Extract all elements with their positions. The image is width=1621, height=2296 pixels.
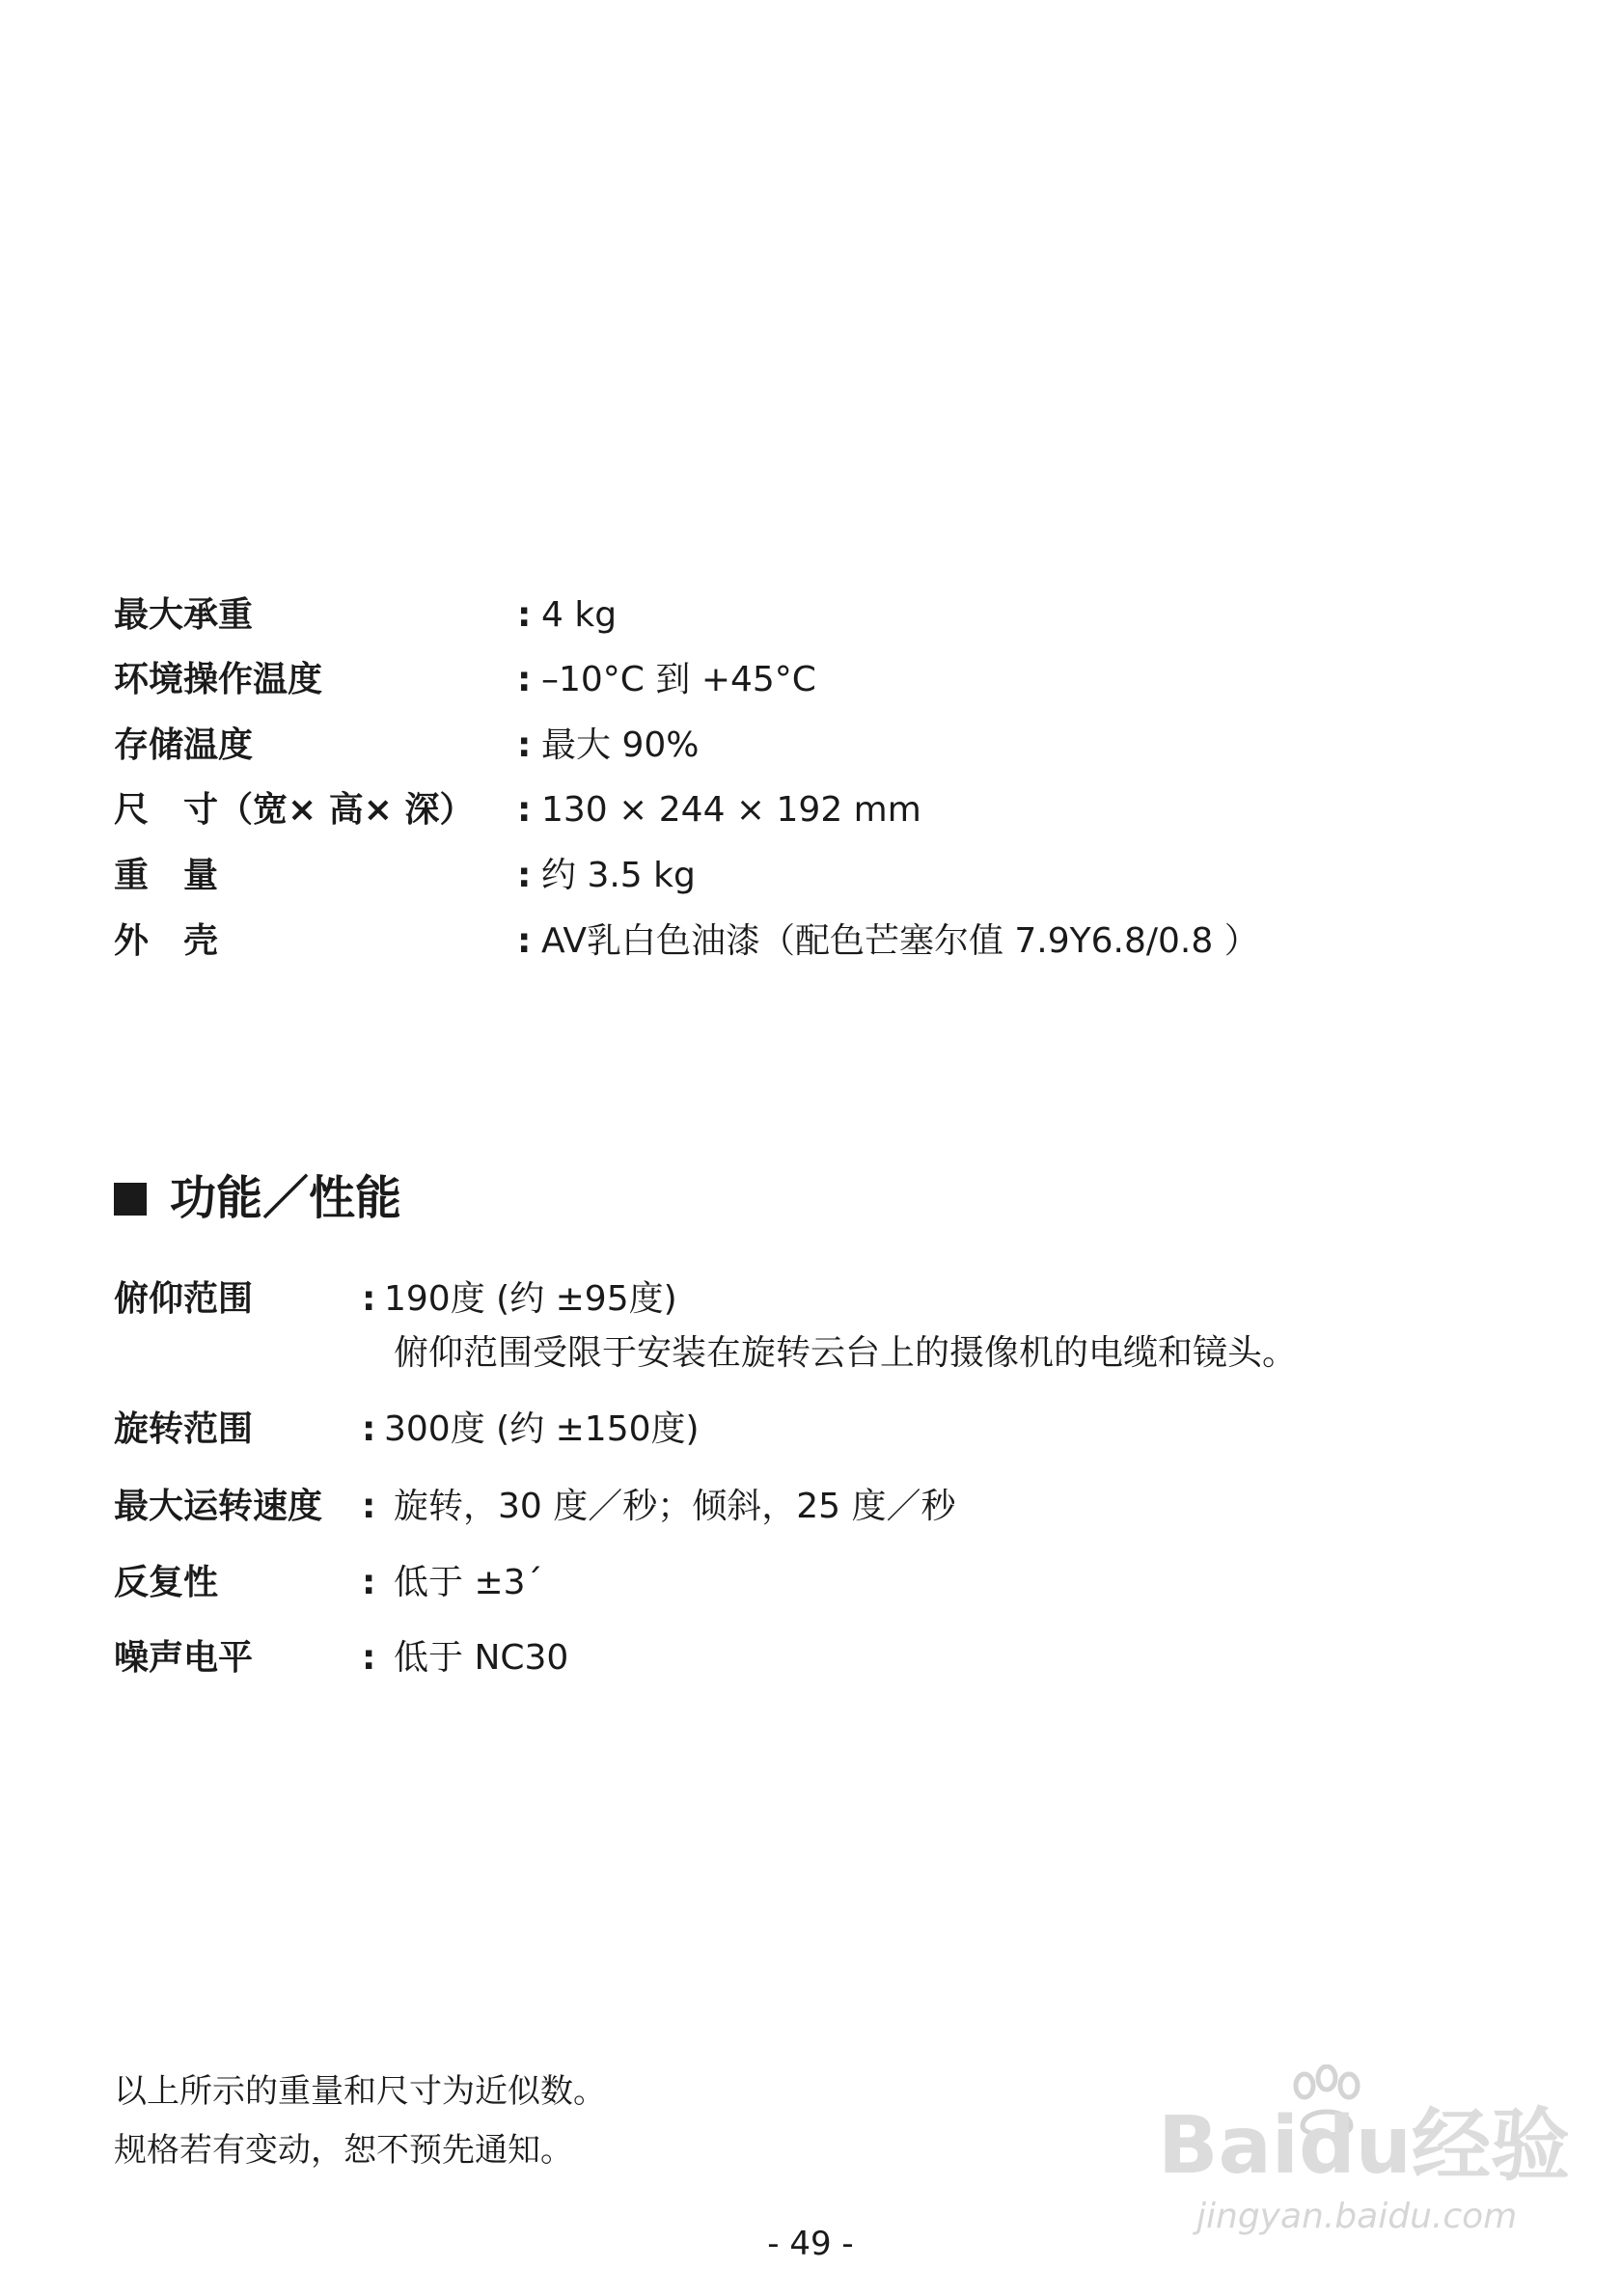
perf-value: 旋转，30 度／秒；倾斜，25 度／秒 [394, 1487, 956, 1526]
perf-label: 最大运转速度 [114, 1487, 323, 1526]
perf-value: 190度 (约 ±95度) [384, 1279, 677, 1319]
spec-label: 尺 寸（宽× 高× 深） [114, 790, 475, 830]
spec-label: 最大承重 [114, 595, 254, 635]
spec-label: 外 壳 [114, 921, 219, 961]
footnote: 以上所示的重量和尺寸为近似数。 [114, 2072, 606, 2111]
black-square-icon [114, 1183, 147, 1216]
watermark-brand: Baidu经验 [1158, 2100, 1571, 2192]
spec-colon: : [517, 856, 532, 895]
spec-value: 最大 90% [541, 725, 700, 765]
perf-label: 反复性 [114, 1563, 219, 1602]
perf-colon: : [362, 1409, 376, 1449]
watermark-url: jingyan.baidu.com [1196, 2197, 1518, 2236]
spec-value: 4 kg [541, 595, 618, 635]
perf-label: 噪声电平 [114, 1638, 254, 1678]
baidu-jingyan-watermark [1158, 2064, 1571, 2248]
perf-label: 旋转范围 [114, 1409, 254, 1449]
perf-colon: : [362, 1487, 376, 1526]
spec-colon: : [517, 660, 532, 699]
spec-colon: : [517, 790, 532, 830]
perf-colon: : [362, 1279, 376, 1319]
section-heading [114, 1169, 401, 1227]
spec-value: –10°C 到 +45°C [541, 660, 816, 699]
perf-value: 低于 ±3´ [394, 1563, 543, 1602]
spec-value: 约 3.5 kg [541, 856, 696, 895]
perf-colon: : [362, 1638, 376, 1678]
spec-colon: : [517, 725, 532, 765]
perf-colon: : [362, 1563, 376, 1602]
page-number: - 49 - [767, 2225, 854, 2263]
footnote: 规格若有变动，恕不预先通知。 [114, 2131, 573, 2170]
spec-label: 存储温度 [114, 725, 254, 765]
perf-label: 俯仰范围 [114, 1279, 254, 1319]
spec-value: 130 × 244 × 192 mm [541, 790, 921, 830]
spec-label: 重 量 [114, 856, 219, 895]
spec-value: AV乳白色油漆（配色芒塞尔值 7.9Y6.8/0.8 ） [541, 921, 1259, 961]
perf-value: 300度 (约 ±150度) [384, 1409, 700, 1449]
spec-label: 环境操作温度 [114, 660, 323, 699]
spec-colon: : [517, 921, 532, 961]
perf-note: 俯仰范围受限于安装在旋转云台上的摄像机的电缆和镜头。 [394, 1333, 1298, 1373]
perf-value: 低于 NC30 [394, 1638, 569, 1678]
spec-colon: : [517, 595, 532, 635]
section-title-text: 功能／性能 [170, 1171, 402, 1225]
